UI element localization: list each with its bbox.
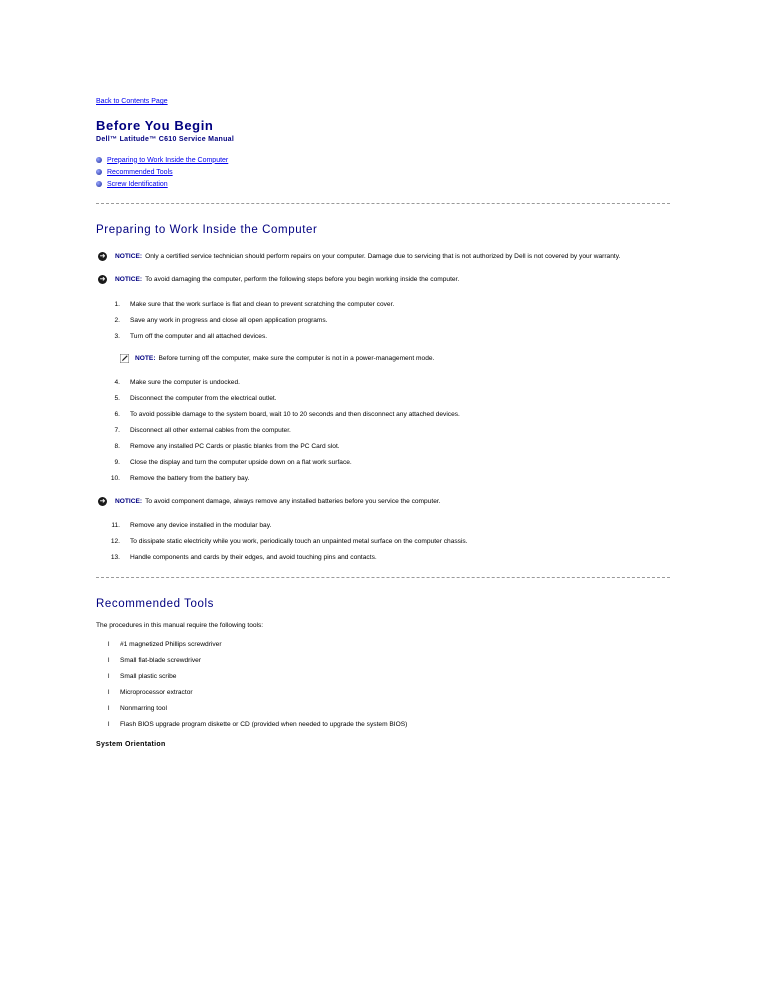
step-text: Close the display and turn the computer upside down on a flat work surface. (130, 459, 352, 466)
list-item (108, 641, 222, 648)
step-text: To dissipate static electricity while you work, periodically touch an unpainted metal surface on the computer chassis. (130, 538, 468, 545)
table-of-contents (96, 154, 228, 190)
step-text: Remove any installed PC Cards or plastic blanks from the PC Card slot. (130, 443, 340, 450)
tool-text: #1 magnetized Phillips screwdriver (120, 641, 222, 648)
step-item (96, 333, 267, 340)
step-item (96, 538, 468, 545)
step-item (96, 379, 240, 386)
step-number: 5. (114, 395, 120, 402)
step-text: To avoid possible damage to the system board, wait 10 to 20 seconds and then disconnect any attached devices. (130, 411, 460, 418)
step-item (96, 317, 328, 324)
bullet-icon (96, 181, 102, 187)
step-text: Disconnect all other external cables from the computer. (130, 427, 291, 434)
notice-text: To avoid component damage, always remove any installed batteries before you service the computer. (145, 498, 441, 505)
step-number: 3. (114, 333, 120, 340)
step-number: 1. (114, 301, 120, 308)
step-text: Turn off the computer and all attached devices. (130, 333, 268, 340)
step-item (96, 475, 249, 482)
section-title-preparing: Preparing to Work Inside the Computer (96, 224, 318, 236)
notice-icon: ➜ (99, 253, 106, 260)
bullet-mark: l (108, 705, 110, 712)
step-number: 12. (110, 538, 120, 545)
step-text: Make sure the computer is undocked. (130, 379, 240, 386)
toc-item (96, 178, 228, 190)
step-number: 7. (114, 427, 120, 434)
toc-link-preparing[interactable]: Preparing to Work Inside the Computer (107, 156, 229, 164)
subheading-system-orientation: System Orientation (96, 741, 166, 748)
toc-item (96, 154, 228, 166)
step-text: Disconnect the computer from the electrical outlet. (130, 395, 277, 402)
toc-item (96, 166, 228, 178)
step-number: 10. (110, 475, 120, 482)
toc-link-tools[interactable]: Recommended Tools (107, 168, 173, 176)
list-item (108, 657, 201, 664)
tool-text: Small flat-blade screwdriver (120, 657, 201, 664)
notice-text: Only a certified service technician should perform repairs on your computer. Damage due to servicing that is not authorized by Dell is not covered by your warranty. (145, 253, 621, 260)
step-number: 4. (114, 379, 120, 386)
tool-text: Flash BIOS upgrade program diskette or CD (provided when needed to upgrade the system BIOS) (120, 721, 408, 728)
list-item (108, 673, 176, 680)
step-number: 11. (111, 522, 120, 529)
tool-text: Nonmarring tool (120, 705, 167, 712)
step-item (96, 522, 271, 529)
step-text: Handle components and cards by their edges, and avoid touching pins and contacts. (130, 554, 377, 561)
tools-intro: The procedures in this manual require the following tools: (96, 622, 264, 629)
step-number: 8. (114, 443, 120, 450)
notice-label: NOTICE: (115, 276, 143, 283)
step-number: 6. (114, 411, 120, 418)
step-item (96, 443, 340, 450)
step-number: 9. (114, 459, 120, 466)
notice-icon: ➜ (99, 276, 106, 283)
step-text: Remove the battery from the battery bay. (130, 475, 250, 482)
step-item (96, 411, 460, 418)
list-item (108, 721, 407, 728)
list-item (108, 705, 167, 712)
note-label: NOTE: (135, 355, 156, 362)
step-item (96, 427, 291, 434)
list-item (108, 689, 193, 696)
bullet-mark: l (108, 721, 110, 728)
step-item (96, 554, 377, 561)
step-item (96, 395, 277, 402)
step-number: 13. (110, 554, 120, 561)
toc-link-screws[interactable]: Screw Identification (107, 180, 168, 188)
tool-text: Small plastic scribe (120, 673, 177, 680)
section-divider (96, 203, 670, 204)
page-title: Before You Begin (96, 118, 214, 133)
section-divider (96, 577, 670, 578)
bullet-mark: l (108, 657, 110, 664)
step-item (96, 301, 394, 308)
notice-block (98, 252, 658, 261)
step-text: Remove any device installed in the modular bay. (130, 522, 272, 529)
bullet-mark: l (108, 689, 110, 696)
step-text: Make sure that the work surface is flat and clean to prevent scratching the computer cover. (130, 301, 395, 308)
page-subtitle: Dell™ Latitude™ C610 Service Manual (96, 136, 235, 143)
notice-label: NOTICE: (115, 253, 143, 260)
step-text: Save any work in progress and close all open application programs. (130, 317, 328, 324)
bullet-mark: l (108, 641, 110, 648)
notice-block (98, 497, 658, 506)
section-title-tools: Recommended Tools (96, 598, 215, 610)
notice-label: NOTICE: (115, 498, 143, 505)
bullet-mark: l (108, 673, 110, 680)
bullet-icon (96, 169, 102, 175)
note-pencil-icon (120, 354, 129, 363)
back-to-contents-link[interactable]: Back to Contents Page (96, 98, 168, 105)
notice-block (98, 275, 658, 284)
notice-icon: ➜ (99, 498, 106, 505)
notice-text: To avoid damaging the computer, perform the following steps before you begin working inside the computer. (145, 276, 460, 283)
note-block (120, 354, 434, 363)
tool-text: Microprocessor extractor (120, 689, 193, 696)
bullet-icon (96, 157, 102, 163)
note-text: Before turning off the computer, make sure the computer is not in a power-management mode. (158, 355, 435, 362)
step-item (96, 459, 352, 466)
step-number: 2. (114, 317, 120, 324)
